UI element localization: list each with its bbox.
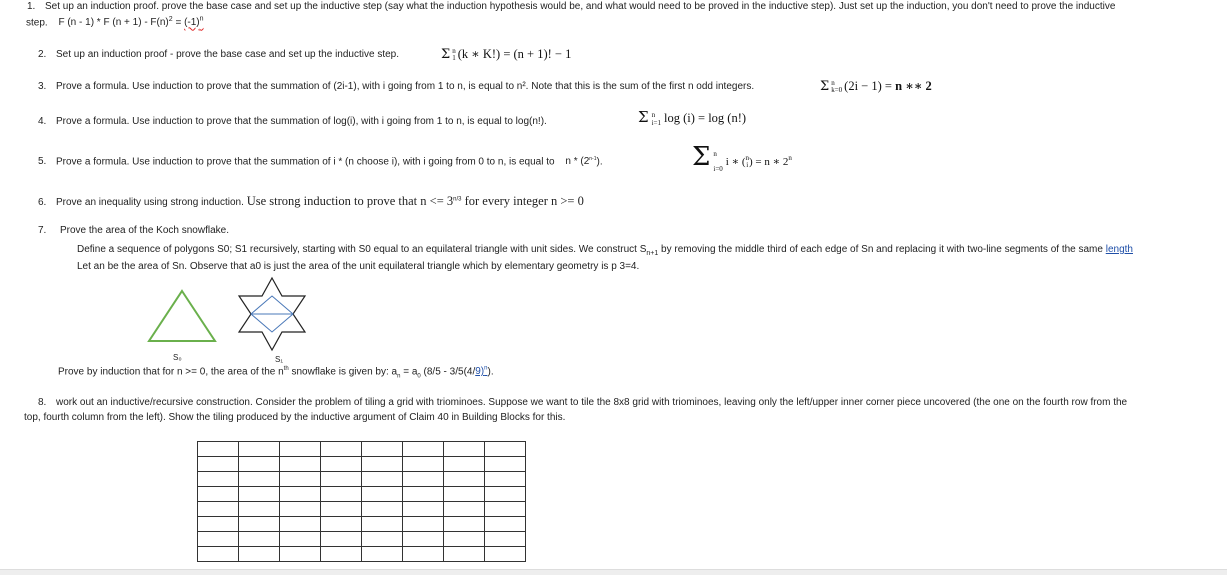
problem-1-number: 1. [27, 1, 36, 12]
problem-6-number: 6. [38, 197, 47, 208]
grid-row [198, 472, 526, 487]
grid-cell[interactable] [239, 547, 280, 562]
grid-cell[interactable] [280, 547, 321, 562]
grid-cell[interactable] [362, 487, 403, 502]
problem-4 [38, 116, 547, 127]
grid-cell[interactable] [403, 457, 444, 472]
grid-row [198, 517, 526, 532]
grid-cell[interactable] [321, 472, 362, 487]
sigma-symbol: Σ [692, 142, 711, 172]
grid-cell[interactable] [485, 547, 526, 562]
grid-cell[interactable] [403, 547, 444, 562]
problem-1-formula-exp: 2 [168, 16, 173, 23]
grid-row [198, 442, 526, 457]
problem-2-number: 2. [38, 49, 47, 60]
problem-5-number: 5. [38, 156, 47, 168]
prove-link-exp: n [484, 366, 488, 372]
problem-7-line1: Define a sequence of polygons S0; S1 recursively, starting with S0 equal to an equilateral triangle with unit sides. We construct S [77, 244, 647, 255]
grid-cell[interactable] [198, 502, 239, 517]
grid-row [198, 502, 526, 517]
grid-cell[interactable] [280, 487, 321, 502]
problem-4-text: Prove a formula. Use induction to prove that the summation of log(i), with i going from 1 to n, is equal to log(n!). [56, 116, 547, 127]
problem-6-serif-text: Use strong induction to prove that n <= 3 [246, 194, 454, 208]
s1-star-figure [232, 275, 312, 353]
grid-cell[interactable] [362, 532, 403, 547]
grid-cell[interactable] [239, 457, 280, 472]
problem-1-formula-rhs [184, 17, 203, 28]
problem-8-line1: work out an inductive/recursive construction. Consider the problem of tiling a grid with triominoes. Suppose we want to tile the 8x8 grid with triominoes, leaving only the left/upper inner corner piece uncovered (the one on the fourth row from the [56, 397, 1128, 408]
problem-2-sum-sup: n [452, 47, 456, 56]
grid-cell[interactable] [362, 517, 403, 532]
prove-end: ). [487, 366, 494, 378]
prove-eq: = a [400, 366, 418, 378]
problem-7-prove [58, 366, 494, 379]
sigma-symbol: Σ [441, 47, 451, 62]
grid-cell[interactable] [239, 487, 280, 502]
grid-row [198, 547, 526, 562]
problem-3-text: Prove a formula. Use induction to prove that the summation of (2i-1), with i going from 1 to n, is equal to n². Note that this is the sum of the first n odd integers. [56, 81, 755, 92]
grid-cell[interactable] [403, 517, 444, 532]
grid-cell[interactable] [403, 472, 444, 487]
problem-3-formula [820, 78, 932, 94]
problem-4-sum-sub: i=1 [651, 119, 662, 128]
problem-1-formula-rhs-base: (-1) [184, 17, 200, 29]
grid-cell[interactable] [280, 442, 321, 457]
grid-8x8 [197, 441, 526, 562]
grid-cell[interactable] [198, 532, 239, 547]
label-s0: S₀ [173, 353, 182, 362]
problem-5-formula-exp: n [788, 153, 792, 162]
s0-triangle [149, 291, 215, 341]
grid-cell[interactable] [280, 532, 321, 547]
problem-5-binom-top: n [745, 154, 749, 163]
grid-cell[interactable] [444, 442, 485, 457]
grid-cell[interactable] [485, 502, 526, 517]
prove-sub-n: n [397, 373, 401, 380]
problem-2 [38, 49, 399, 60]
grid-cell[interactable] [444, 457, 485, 472]
grid-cell[interactable] [198, 472, 239, 487]
prove-pre: Prove by induction that for n >= 0, the area of the n [58, 366, 284, 378]
prove-mid: snowflake is given by: a [288, 366, 398, 378]
problem-1-text: Set up an induction proof. prove the base case and set up the inductive step (say what the induction hypothesis would be, and what would need to be proved in the inductive step). Just set up the induction, you don't need to prove the inductive [45, 1, 1116, 12]
grid-cell[interactable] [280, 472, 321, 487]
problem-5-binom-bot: i [746, 161, 749, 170]
grid-cell[interactable] [239, 532, 280, 547]
grid-cell[interactable] [444, 532, 485, 547]
problem-3-formula-bold: n ∗∗ 2 [895, 79, 932, 93]
length-link[interactable]: length [1105, 244, 1133, 255]
grid-row [198, 457, 526, 472]
grid-row [198, 487, 526, 502]
grid-cell[interactable] [280, 502, 321, 517]
grid-cell[interactable] [444, 472, 485, 487]
problem-7-title: Prove the area of the Koch snowflake. [60, 225, 229, 236]
problem-6-text: Prove an inequality using strong induction. [56, 197, 244, 208]
problem-2-sum-sub: 1 [452, 54, 456, 63]
problem-2-formula [441, 46, 571, 62]
grid-cell[interactable] [321, 442, 362, 457]
sigma-symbol: Σ [638, 108, 649, 126]
problem-1-cont [26, 16, 204, 28]
grid-row [198, 532, 526, 547]
problem-2-formula-text: (k ∗ K!) = (n + 1)! − 1 [457, 47, 572, 61]
grid-cell[interactable] [485, 532, 526, 547]
grid-cell[interactable] [321, 532, 362, 547]
problem-1-formula-rhs-exp: n [199, 16, 204, 23]
grid-cell[interactable] [321, 502, 362, 517]
problem-6 [38, 194, 584, 209]
grid-cell[interactable] [403, 487, 444, 502]
problem-5-formula-post: ) = n ∗ 2 [749, 156, 789, 168]
problem-5-tail: n * (2 [565, 156, 590, 168]
problem-1-formula: F (n - 1) * F (n + 1) - F(n) [58, 17, 169, 29]
prove-formula: (8/5 - 3/5(4/ [420, 366, 476, 378]
problem-3-sum-sub: k=0 [831, 86, 843, 95]
grid-cell[interactable] [239, 502, 280, 517]
problem-1 [27, 1, 1115, 12]
grid-cell[interactable] [239, 517, 280, 532]
grid-cell[interactable] [485, 472, 526, 487]
grid-cell[interactable] [403, 532, 444, 547]
problem-7-definition-line1 [77, 244, 1133, 257]
grid-cell[interactable] [198, 547, 239, 562]
problem-8-cont [24, 412, 565, 423]
prove-sub-0: 0 [417, 373, 421, 380]
grid-cell[interactable] [362, 472, 403, 487]
prove-link-text: 9) [475, 366, 485, 378]
grid-cell[interactable] [280, 457, 321, 472]
problem-6-serif-end: for every integer n >= 0 [461, 194, 584, 208]
grid-cell[interactable] [362, 442, 403, 457]
grid-cell[interactable] [321, 487, 362, 502]
grid-cell[interactable] [321, 457, 362, 472]
grid-cell[interactable] [403, 502, 444, 517]
problem-7-line1-sub: n+1 [646, 250, 659, 257]
problem-1-text-cont: step. [26, 17, 48, 29]
grid-cell[interactable] [362, 547, 403, 562]
problem-4-number: 4. [38, 116, 47, 127]
problem-5-formula-pre: i ∗ ( [725, 156, 746, 168]
grid-cell[interactable] [485, 487, 526, 502]
problem-6-serif-exp: n/3 [453, 196, 462, 203]
grid-cell[interactable] [403, 442, 444, 457]
grid-cell[interactable] [239, 442, 280, 457]
problem-5-formula [692, 144, 792, 177]
grid-cell[interactable] [362, 502, 403, 517]
grid-cell[interactable] [444, 517, 485, 532]
label-s1: S₁ [275, 355, 284, 364]
sigma-symbol: Σ [820, 79, 830, 94]
problem-5-sum-sup: n [713, 150, 717, 159]
problem-7-number: 7. [38, 225, 47, 236]
grid-cell[interactable] [444, 502, 485, 517]
grid-cell[interactable] [198, 457, 239, 472]
problem-5-text: Prove a formula. Use induction to prove that the summation of i * (n choose i), with i going from 0 to n, is equal to [56, 156, 555, 168]
grid-cell[interactable] [198, 487, 239, 502]
prove-sup: th [283, 366, 289, 372]
problem-1-formula-eq: = [172, 17, 185, 29]
problem-5 [38, 156, 603, 167]
problem-5-tail-end: ). [596, 156, 603, 168]
problem-4-formula [638, 108, 746, 127]
grid-cell[interactable] [321, 517, 362, 532]
grid-cell[interactable] [239, 472, 280, 487]
window-bottom-edge [0, 569, 1227, 575]
problem-5-sum-sub: i=0 [713, 165, 723, 174]
problem-3-number: 3. [38, 81, 47, 92]
problem-2-text: Set up an induction proof - prove the base case and set up the inductive step. [56, 49, 400, 60]
problem-4-sum-sup: n [651, 111, 656, 120]
problem-7 [38, 225, 229, 236]
grid-cell[interactable] [485, 457, 526, 472]
problem-5-tail-exp: n-1 [589, 156, 597, 162]
grid-cell[interactable] [280, 517, 321, 532]
problem-7-line2: Let an be the area of Sn. Observe that a0 is just the area of the unit equilateral triangle which by elementary geometry is p 3=4. [77, 261, 640, 272]
grid-cell[interactable] [198, 517, 239, 532]
problem-3-formula-text: (2i − 1) = [844, 79, 896, 93]
prove-link[interactable] [475, 366, 487, 377]
problem-3-sum-sup: n [831, 79, 835, 88]
grid-cell[interactable] [362, 457, 403, 472]
problem-7-line1-end: by removing the middle third of each edge of Sn and replacing it with two-line segments of the same [658, 244, 1106, 255]
problem-8 [38, 397, 1127, 408]
grid-cell[interactable] [444, 547, 485, 562]
problem-3 [38, 81, 754, 92]
s0-triangle-figure [145, 288, 220, 344]
grid-cell[interactable] [198, 442, 239, 457]
problem-4-formula-text: log (i) = log (n!) [664, 111, 747, 125]
problem-7-definition-line2 [77, 261, 639, 272]
problem-8-number: 8. [38, 397, 47, 408]
problem-8-line2: top, fourth column from the left). Show the tiling produced by the inductive argument of Claim 40 in Building Blocks for this. [24, 412, 566, 423]
grid-cell[interactable] [485, 517, 526, 532]
grid-cell[interactable] [321, 547, 362, 562]
grid-cell[interactable] [485, 442, 526, 457]
grid-cell[interactable] [444, 487, 485, 502]
